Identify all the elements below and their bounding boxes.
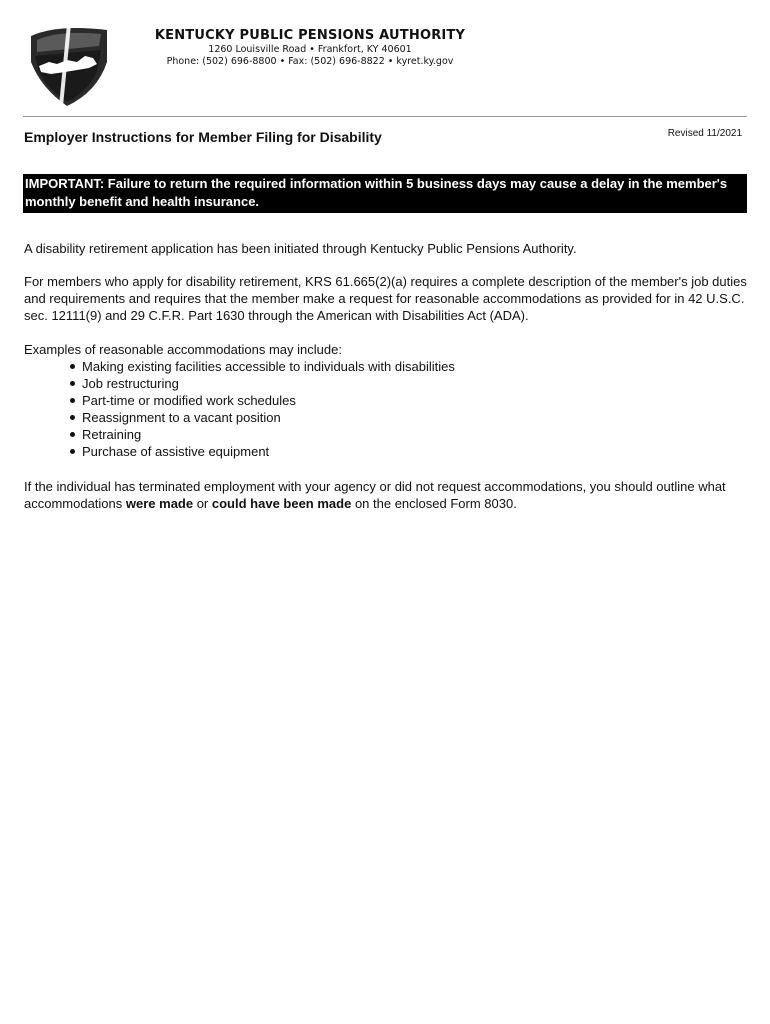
bullet-icon [70,381,75,386]
organization-name: KENTUCKY PUBLIC PENSIONS AUTHORITY [154,28,466,43]
list-item-text: Retraining [82,427,142,442]
kpp-shield-logo [27,22,111,108]
header-divider [23,116,747,117]
bullet-icon [70,398,75,403]
closing-text-mid: or [193,496,212,511]
examples-section [24,341,748,460]
list-item [70,358,748,375]
list-item [70,443,748,460]
revision-date: Revised 11/2021 [667,128,742,139]
bullet-icon [70,415,75,420]
organization-contact: Phone: (502) 696-8800 • Fax: (502) 696-8822 • kyret.ky.gov [166,56,454,67]
closing-bold-could-have-been-made: could have been made [211,496,352,511]
examples-heading: Examples of reasonable accommodations may include: [24,342,342,357]
list-item [70,409,748,426]
list-item-text: Purchase of assistive equipment [82,444,270,459]
list-item-text: Job restructuring [82,376,179,391]
bullet-icon [70,449,75,454]
organization-header [120,28,500,68]
closing-paragraph [24,478,748,512]
closing-bold-were-made: were made [125,496,194,511]
list-item [70,392,748,409]
closing-text-start: If the individual has terminated employment with your agency or did not request accommodations, you should outline what accommodations [24,479,726,511]
bullet-icon [70,364,75,369]
list-item-text: Making existing facilities accessible to individuals with disabilities [82,359,455,374]
list-item [70,375,748,392]
important-notice: IMPORTANT: Failure to return the required information within 5 business days may cause a delay in the member's monthly benefit and health insurance. [23,174,747,213]
intro-paragraph: A disability retirement application has been initiated through Kentucky Public Pensions Authority. [24,241,577,256]
list-item [70,426,748,443]
document-title: Employer Instructions for Member Filing for Disability [24,129,382,145]
bullet-icon [70,432,75,437]
organization-address: 1260 Louisville Road • Frankfort, KY 40601 [208,44,412,55]
list-item-text: Reassignment to a vacant position [82,410,281,425]
krs-paragraph: For members who apply for disability retirement, KRS 61.665(2)(a) requires a complete description of the member's job duties and requirements and requires that the member make a request for reasonable accommodations as provided for in 42 U.S.C. sec. 12111(9) and 29 C.F.R. Part 1630 through the American with Disabilities Act (ADA). [24,274,747,323]
list-item-text: Part-time or modified work schedules [82,393,296,408]
closing-text-end: on the enclosed Form 8030. [351,496,517,511]
examples-list [24,358,748,460]
